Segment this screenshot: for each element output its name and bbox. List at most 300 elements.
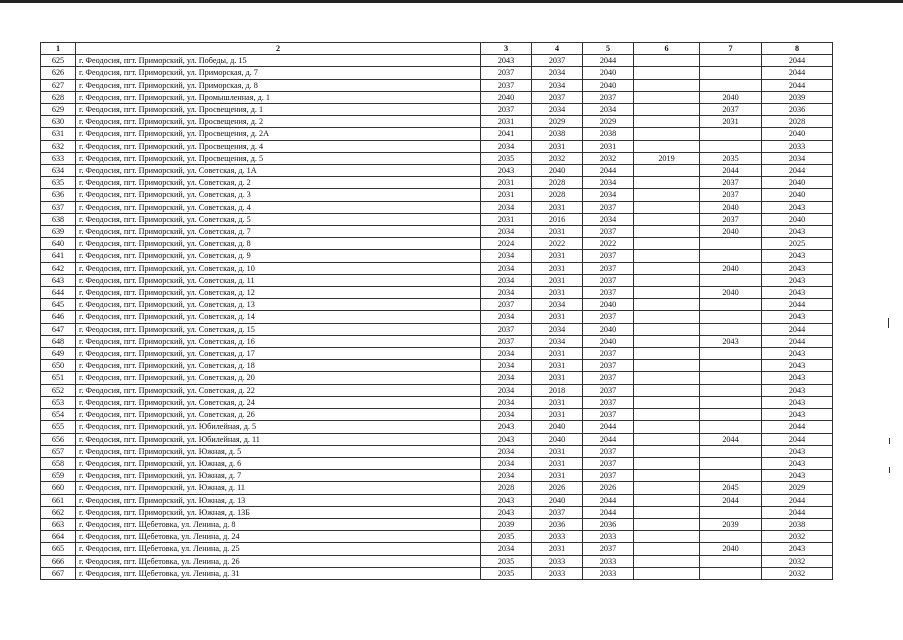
year-col-7-cell: 2040	[700, 287, 762, 299]
year-col-5-cell: 2037	[583, 396, 634, 408]
year-col-8-cell: 2044	[762, 165, 833, 177]
address-cell: г. Феодосия, пгт. Приморский, ул. Советская, д. 12	[76, 287, 481, 299]
year-col-7-cell	[700, 360, 762, 372]
year-col-4-cell: 2028	[532, 177, 583, 189]
column-header: 1	[41, 43, 76, 55]
year-col-4-cell: 2016	[532, 213, 583, 225]
row-number-cell: 632	[41, 140, 76, 152]
year-col-4-cell: 2040	[532, 494, 583, 506]
year-col-3-cell: 2035	[481, 567, 532, 579]
table-row	[41, 311, 833, 323]
year-col-6-cell	[634, 384, 700, 396]
year-col-3-cell: 2034	[481, 287, 532, 299]
year-col-3-cell: 2034	[481, 311, 532, 323]
column-header: 3	[481, 43, 532, 55]
year-col-7-cell	[700, 250, 762, 262]
year-col-8-cell: 2043	[762, 372, 833, 384]
row-number-cell: 640	[41, 238, 76, 250]
address-cell: г. Феодосия, пгт. Приморский, ул. Советская, д. 14	[76, 311, 481, 323]
year-col-7-cell	[700, 555, 762, 567]
address-cell: г. Феодосия, пгт. Приморский, ул. Советская, д. 4	[76, 201, 481, 213]
table-row	[41, 238, 833, 250]
table-row	[41, 274, 833, 286]
year-col-5-cell: 2033	[583, 531, 634, 543]
scan-mark	[888, 318, 889, 328]
address-cell: г. Феодосия, пгт. Приморский, ул. Просвещения, д. 2	[76, 116, 481, 128]
address-cell: г. Феодосия, пгт. Приморский, ул. Промышленная, д. 1	[76, 91, 481, 103]
address-cell: г. Феодосия, пгт. Приморский, ул. Южная, д. 13Б	[76, 506, 481, 518]
year-col-4-cell: 2031	[532, 445, 583, 457]
table-row	[41, 262, 833, 274]
year-col-5-cell: 2037	[583, 457, 634, 469]
year-col-5-cell: 2037	[583, 250, 634, 262]
year-col-5-cell: 2040	[583, 323, 634, 335]
year-col-5-cell: 2044	[583, 421, 634, 433]
address-cell: г. Феодосия, пгт. Приморский, ул. Южная, д. 7	[76, 470, 481, 482]
table-row	[41, 348, 833, 360]
table-row	[41, 189, 833, 201]
row-number-cell: 641	[41, 250, 76, 262]
year-col-7-cell	[700, 470, 762, 482]
year-col-7-cell	[700, 567, 762, 579]
year-col-7-cell: 2037	[700, 177, 762, 189]
table-row	[41, 531, 833, 543]
year-col-4-cell: 2036	[532, 518, 583, 530]
table-row	[41, 494, 833, 506]
table-row	[41, 152, 833, 164]
year-col-3-cell: 2043	[481, 165, 532, 177]
year-col-3-cell: 2034	[481, 457, 532, 469]
year-col-6-cell	[634, 567, 700, 579]
table-row	[41, 445, 833, 457]
row-number-cell: 635	[41, 177, 76, 189]
table-row	[41, 457, 833, 469]
table-row	[41, 543, 833, 555]
table-row	[41, 567, 833, 579]
year-col-3-cell: 2041	[481, 128, 532, 140]
year-col-7-cell	[700, 506, 762, 518]
row-number-cell: 637	[41, 201, 76, 213]
year-col-4-cell: 2028	[532, 189, 583, 201]
year-col-4-cell: 2031	[532, 201, 583, 213]
year-col-7-cell: 2044	[700, 433, 762, 445]
year-col-6-cell	[634, 360, 700, 372]
table-row	[41, 506, 833, 518]
table-row	[41, 177, 833, 189]
address-cell: г. Феодосия, пгт. Приморский, ул. Советская, д. 10	[76, 262, 481, 274]
year-col-8-cell: 2044	[762, 494, 833, 506]
address-cell: г. Феодосия, пгт. Щебетовка, ул. Ленина, д. 26	[76, 555, 481, 567]
column-header: 6	[634, 43, 700, 55]
year-col-6-cell	[634, 543, 700, 555]
row-number-cell: 626	[41, 67, 76, 79]
row-number-cell: 645	[41, 299, 76, 311]
year-col-4-cell: 2034	[532, 335, 583, 347]
scan-mark	[889, 467, 890, 473]
year-col-6-cell	[634, 128, 700, 140]
year-col-6-cell	[634, 226, 700, 238]
row-number-cell: 634	[41, 165, 76, 177]
year-col-6-cell	[634, 506, 700, 518]
year-col-8-cell: 2038	[762, 518, 833, 530]
row-number-cell: 659	[41, 470, 76, 482]
table-row	[41, 140, 833, 152]
year-col-7-cell	[700, 55, 762, 67]
year-col-6-cell	[634, 79, 700, 91]
year-col-3-cell: 2034	[481, 226, 532, 238]
year-col-3-cell: 2039	[481, 518, 532, 530]
row-number-cell: 661	[41, 494, 76, 506]
year-col-5-cell: 2037	[583, 226, 634, 238]
year-col-4-cell: 2031	[532, 250, 583, 262]
year-col-5-cell: 2040	[583, 79, 634, 91]
year-col-6-cell	[634, 213, 700, 225]
year-col-8-cell: 2043	[762, 226, 833, 238]
address-cell: г. Феодосия, пгт. Приморский, ул. Просвещения, д. 5	[76, 152, 481, 164]
year-col-5-cell: 2038	[583, 128, 634, 140]
year-col-4-cell: 2034	[532, 67, 583, 79]
row-number-cell: 662	[41, 506, 76, 518]
year-col-3-cell: 2034	[481, 250, 532, 262]
row-number-cell: 636	[41, 189, 76, 201]
year-col-4-cell: 2037	[532, 55, 583, 67]
year-col-5-cell: 2034	[583, 177, 634, 189]
year-col-8-cell: 2039	[762, 91, 833, 103]
year-col-8-cell: 2044	[762, 67, 833, 79]
year-col-3-cell: 2035	[481, 531, 532, 543]
year-col-7-cell: 2040	[700, 226, 762, 238]
table-row	[41, 518, 833, 530]
year-col-4-cell: 2033	[532, 567, 583, 579]
year-col-6-cell	[634, 335, 700, 347]
year-col-3-cell: 2031	[481, 116, 532, 128]
year-col-6-cell	[634, 518, 700, 530]
year-col-6-cell	[634, 165, 700, 177]
row-number-cell: 633	[41, 152, 76, 164]
year-col-8-cell: 2040	[762, 177, 833, 189]
year-col-6-cell	[634, 409, 700, 421]
row-number-cell: 625	[41, 55, 76, 67]
year-col-8-cell: 2043	[762, 409, 833, 421]
year-col-3-cell: 2037	[481, 67, 532, 79]
address-cell: г. Феодосия, пгт. Приморский, ул. Южная, д. 11	[76, 482, 481, 494]
year-col-5-cell: 2040	[583, 335, 634, 347]
year-col-7-cell	[700, 457, 762, 469]
row-number-cell: 652	[41, 384, 76, 396]
column-header: 4	[532, 43, 583, 55]
year-col-8-cell: 2044	[762, 506, 833, 518]
table-header-row	[41, 43, 833, 55]
year-col-5-cell: 2029	[583, 116, 634, 128]
year-col-4-cell: 2032	[532, 152, 583, 164]
year-col-3-cell: 2037	[481, 335, 532, 347]
year-col-6-cell	[634, 470, 700, 482]
year-col-7-cell	[700, 323, 762, 335]
row-number-cell: 639	[41, 226, 76, 238]
year-col-3-cell: 2034	[481, 396, 532, 408]
address-cell: г. Феодосия, пгт. Приморский, ул. Советская, д. 24	[76, 396, 481, 408]
address-cell: г. Феодосия, пгт. Щебетовка, ул. Ленина, д. 8	[76, 518, 481, 530]
year-col-3-cell: 2031	[481, 189, 532, 201]
year-col-6-cell	[634, 67, 700, 79]
year-col-6-cell	[634, 287, 700, 299]
year-col-4-cell: 2022	[532, 238, 583, 250]
year-col-4-cell: 2018	[532, 384, 583, 396]
year-col-8-cell: 2044	[762, 55, 833, 67]
row-number-cell: 663	[41, 518, 76, 530]
year-col-4-cell: 2029	[532, 116, 583, 128]
year-col-6-cell	[634, 311, 700, 323]
year-col-5-cell: 2032	[583, 152, 634, 164]
year-col-3-cell: 2043	[481, 494, 532, 506]
address-cell: г. Феодосия, пгт. Приморский, ул. Советская, д. 22	[76, 384, 481, 396]
row-number-cell: 651	[41, 372, 76, 384]
year-col-6-cell	[634, 299, 700, 311]
address-cell: г. Феодосия, пгт. Приморский, ул. Приморская, д. 7	[76, 67, 481, 79]
year-col-6-cell	[634, 116, 700, 128]
row-number-cell: 650	[41, 360, 76, 372]
year-col-8-cell: 2028	[762, 116, 833, 128]
year-col-7-cell: 2039	[700, 518, 762, 530]
row-number-cell: 647	[41, 323, 76, 335]
year-col-7-cell: 2044	[700, 165, 762, 177]
address-cell: г. Феодосия, пгт. Приморский, ул. Советская, д. 20	[76, 372, 481, 384]
address-cell: г. Феодосия, пгт. Приморский, ул. Советская, д. 16	[76, 335, 481, 347]
year-col-3-cell: 2034	[481, 348, 532, 360]
year-col-7-cell: 2040	[700, 543, 762, 555]
year-col-4-cell: 2034	[532, 104, 583, 116]
year-col-4-cell: 2031	[532, 409, 583, 421]
year-col-6-cell	[634, 494, 700, 506]
year-col-7-cell: 2037	[700, 213, 762, 225]
year-col-8-cell: 2043	[762, 445, 833, 457]
year-col-6-cell	[634, 482, 700, 494]
row-number-cell: 643	[41, 274, 76, 286]
address-cell: г. Феодосия, пгт. Приморский, ул. Южная, д. 6	[76, 457, 481, 469]
table-row	[41, 128, 833, 140]
year-col-3-cell: 2034	[481, 445, 532, 457]
year-col-4-cell: 2031	[532, 470, 583, 482]
address-cell: г. Феодосия, пгт. Щебетовка, ул. Ленина, д. 31	[76, 567, 481, 579]
row-number-cell: 666	[41, 555, 76, 567]
year-col-4-cell: 2034	[532, 323, 583, 335]
year-col-7-cell: 2035	[700, 152, 762, 164]
row-number-cell: 628	[41, 91, 76, 103]
year-col-5-cell: 2022	[583, 238, 634, 250]
year-col-7-cell: 2043	[700, 335, 762, 347]
address-cell: г. Феодосия, пгт. Приморский, ул. Советская, д. 18	[76, 360, 481, 372]
row-number-cell: 638	[41, 213, 76, 225]
year-col-3-cell: 2037	[481, 104, 532, 116]
row-number-cell: 648	[41, 335, 76, 347]
year-col-5-cell: 2033	[583, 555, 634, 567]
row-number-cell: 664	[41, 531, 76, 543]
table-row	[41, 482, 833, 494]
row-number-cell: 649	[41, 348, 76, 360]
year-col-7-cell	[700, 274, 762, 286]
table-row	[41, 335, 833, 347]
year-col-8-cell: 2043	[762, 396, 833, 408]
year-col-7-cell	[700, 311, 762, 323]
table-row	[41, 226, 833, 238]
year-col-3-cell: 2034	[481, 360, 532, 372]
year-col-5-cell: 2044	[583, 165, 634, 177]
year-col-4-cell: 2031	[532, 348, 583, 360]
year-col-6-cell	[634, 274, 700, 286]
address-cell: г. Феодосия, пгт. Приморский, ул. Просвещения, д. 1	[76, 104, 481, 116]
year-col-7-cell: 2040	[700, 91, 762, 103]
year-col-4-cell: 2031	[532, 311, 583, 323]
table-row	[41, 67, 833, 79]
address-cell: г. Феодосия, пгт. Приморский, ул. Юбилейная, д. 11	[76, 433, 481, 445]
year-col-6-cell	[634, 323, 700, 335]
year-col-5-cell: 2034	[583, 213, 634, 225]
year-col-6-cell	[634, 421, 700, 433]
year-col-7-cell	[700, 128, 762, 140]
year-col-6-cell	[634, 555, 700, 567]
year-col-4-cell: 2031	[532, 287, 583, 299]
address-cell: г. Феодосия, пгт. Приморский, ул. Советская, д. 7	[76, 226, 481, 238]
year-col-6-cell	[634, 201, 700, 213]
year-col-3-cell: 2028	[481, 482, 532, 494]
year-col-8-cell: 2040	[762, 189, 833, 201]
year-col-3-cell: 2031	[481, 213, 532, 225]
year-col-5-cell: 2044	[583, 433, 634, 445]
year-col-8-cell: 2043	[762, 543, 833, 555]
registry-table-body	[41, 43, 833, 580]
column-header: 8	[762, 43, 833, 55]
year-col-7-cell	[700, 384, 762, 396]
row-number-cell: 657	[41, 445, 76, 457]
year-col-6-cell	[634, 189, 700, 201]
table-row	[41, 55, 833, 67]
year-col-5-cell: 2037	[583, 274, 634, 286]
year-col-3-cell: 2034	[481, 470, 532, 482]
address-cell: г. Феодосия, пгт. Приморский, ул. Советская, д. 11	[76, 274, 481, 286]
address-cell: г. Феодосия, пгт. Щебетовка, ул. Ленина, д. 24	[76, 531, 481, 543]
year-col-8-cell: 2032	[762, 555, 833, 567]
year-col-8-cell: 2044	[762, 323, 833, 335]
year-col-7-cell: 2031	[700, 116, 762, 128]
table-row	[41, 201, 833, 213]
year-col-7-cell	[700, 396, 762, 408]
address-cell: г. Феодосия, пгт. Приморский, ул. Советская, д. 2	[76, 177, 481, 189]
year-col-4-cell: 2031	[532, 396, 583, 408]
address-cell: г. Феодосия, пгт. Приморский, ул. Приморская, д. 8	[76, 79, 481, 91]
year-col-5-cell: 2037	[583, 311, 634, 323]
year-col-8-cell: 2044	[762, 433, 833, 445]
year-col-3-cell: 2034	[481, 543, 532, 555]
year-col-7-cell	[700, 445, 762, 457]
year-col-6-cell	[634, 457, 700, 469]
year-col-6-cell	[634, 262, 700, 274]
year-col-4-cell: 2040	[532, 433, 583, 445]
year-col-7-cell	[700, 67, 762, 79]
year-col-5-cell: 2044	[583, 506, 634, 518]
year-col-3-cell: 2035	[481, 555, 532, 567]
table-row	[41, 555, 833, 567]
table-row	[41, 299, 833, 311]
scan-top-edge	[0, 0, 903, 3]
year-col-6-cell: 2019	[634, 152, 700, 164]
year-col-5-cell: 2037	[583, 91, 634, 103]
year-col-4-cell: 2040	[532, 165, 583, 177]
year-col-7-cell	[700, 140, 762, 152]
year-col-4-cell: 2037	[532, 91, 583, 103]
year-col-8-cell: 2034	[762, 152, 833, 164]
year-col-6-cell	[634, 445, 700, 457]
row-number-cell: 654	[41, 409, 76, 421]
year-col-5-cell: 2037	[583, 470, 634, 482]
year-col-6-cell	[634, 55, 700, 67]
year-col-3-cell: 2037	[481, 299, 532, 311]
table-row	[41, 79, 833, 91]
year-col-8-cell: 2043	[762, 201, 833, 213]
address-cell: г. Феодосия, пгт. Приморский, ул. Просвещения, д. 4	[76, 140, 481, 152]
year-col-8-cell: 2043	[762, 384, 833, 396]
year-col-6-cell	[634, 348, 700, 360]
table-row	[41, 360, 833, 372]
year-col-8-cell: 2043	[762, 262, 833, 274]
year-col-5-cell: 2040	[583, 67, 634, 79]
table-row	[41, 421, 833, 433]
year-col-8-cell: 2036	[762, 104, 833, 116]
year-col-7-cell	[700, 409, 762, 421]
column-header: 5	[583, 43, 634, 55]
year-col-7-cell	[700, 531, 762, 543]
year-col-3-cell: 2034	[481, 384, 532, 396]
year-col-4-cell: 2034	[532, 79, 583, 91]
address-cell: г. Феодосия, пгт. Приморский, ул. Советская, д. 26	[76, 409, 481, 421]
table-row	[41, 384, 833, 396]
scan-mark	[889, 438, 890, 444]
year-col-4-cell: 2033	[532, 555, 583, 567]
address-cell: г. Феодосия, пгт. Приморский, ул. Советская, д. 15	[76, 323, 481, 335]
year-col-3-cell: 2043	[481, 433, 532, 445]
year-col-3-cell: 2031	[481, 177, 532, 189]
year-col-8-cell: 2040	[762, 128, 833, 140]
year-col-4-cell: 2031	[532, 457, 583, 469]
row-number-cell: 656	[41, 433, 76, 445]
year-col-5-cell: 2037	[583, 348, 634, 360]
year-col-3-cell: 2035	[481, 152, 532, 164]
address-cell: г. Феодосия, пгт. Приморский, ул. Советская, д. 5	[76, 213, 481, 225]
column-header: 7	[700, 43, 762, 55]
year-col-8-cell: 2040	[762, 213, 833, 225]
address-cell: г. Феодосия, пгт. Приморский, ул. Победы, д. 15	[76, 55, 481, 67]
year-col-3-cell: 2040	[481, 91, 532, 103]
year-col-7-cell: 2040	[700, 262, 762, 274]
year-col-7-cell	[700, 421, 762, 433]
year-col-4-cell: 2037	[532, 506, 583, 518]
year-col-5-cell: 2044	[583, 55, 634, 67]
row-number-cell: 630	[41, 116, 76, 128]
year-col-8-cell: 2043	[762, 287, 833, 299]
year-col-7-cell	[700, 299, 762, 311]
table-row	[41, 165, 833, 177]
year-col-6-cell	[634, 372, 700, 384]
year-col-3-cell: 2034	[481, 201, 532, 213]
year-col-5-cell: 2040	[583, 299, 634, 311]
year-col-3-cell: 2024	[481, 238, 532, 250]
row-number-cell: 655	[41, 421, 76, 433]
year-col-5-cell: 2034	[583, 104, 634, 116]
year-col-5-cell: 2036	[583, 518, 634, 530]
year-col-4-cell: 2031	[532, 372, 583, 384]
year-col-3-cell: 2043	[481, 55, 532, 67]
year-col-8-cell: 2044	[762, 335, 833, 347]
address-cell: г. Феодосия, пгт. Приморский, ул. Советская, д. 3	[76, 189, 481, 201]
